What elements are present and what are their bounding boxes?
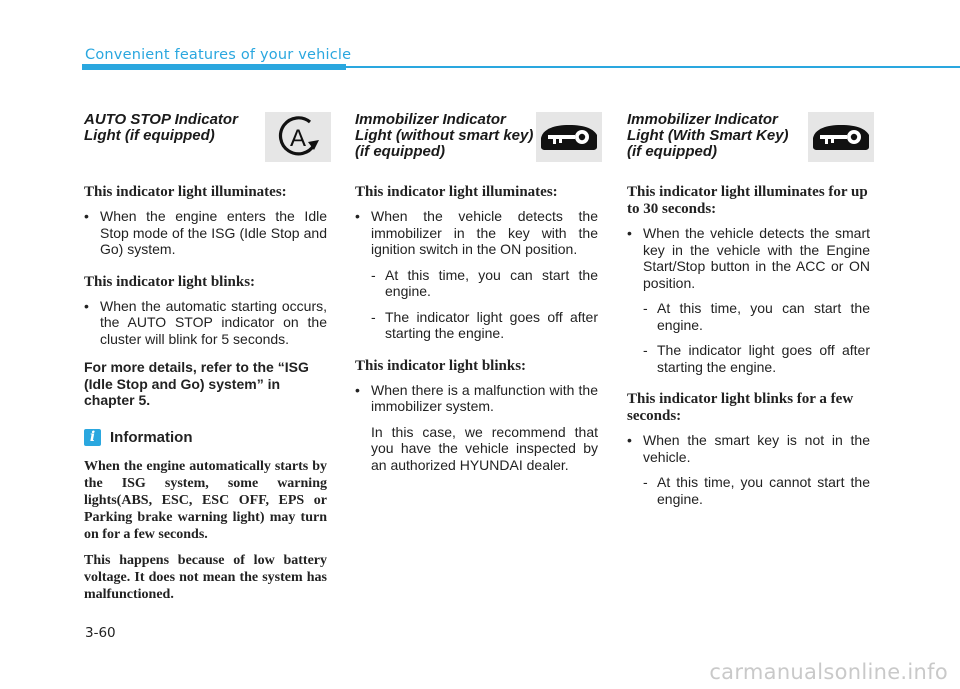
immobilizer-dash-start: - At this time, you can start the engine. xyxy=(355,267,598,300)
smart-key-dash-start: - At this time, you can start the engine. xyxy=(627,300,870,333)
immobilizer-smart-key-title: Immobilizer Indicator Light (With Smart Key) (if equipped) xyxy=(627,111,789,160)
smart-key-illuminates-bullet: • When the vehicle detects the smart key in the vehicle with the Engine Start/Stop button in the ACC or ON position. xyxy=(627,225,870,291)
immobilizer-illuminates-bullet: • When the vehicle detects the immobilizer in the key with the ignition switch in the ON position. xyxy=(355,208,598,258)
smart-key-dash-cannot-start: - At this time, you cannot start the engine. xyxy=(627,474,870,507)
immobilizer-illuminates-heading: This indicator light illuminates: xyxy=(355,184,558,200)
immobilizer-no-smart-key-header xyxy=(355,112,598,164)
smart-key-dash-goes-off: - The indicator light goes off after starting the engine. xyxy=(627,342,870,375)
auto-stop-blinks-heading: This indicator light blinks: xyxy=(84,273,256,290)
smart-key-blinks-heading: This indicator light blinks for a few seconds: xyxy=(627,391,854,424)
information-paragraph-2: This happens because of low battery voltage. It does not mean the system has malfunctioned. xyxy=(84,552,327,602)
immobilizer-dash-goes-off: - The indicator light goes off after starting the engine. xyxy=(355,309,598,342)
auto-stop-header xyxy=(84,112,327,164)
auto-stop-illuminates-bullet: • When the engine enters the Idle Stop mode of the ISG (Idle Stop and Go) system. xyxy=(84,208,327,258)
auto-stop-illuminates-heading: This indicator light illuminates: xyxy=(84,184,287,200)
immobilizer-dealer-note: In this case, we recommend that you have the vehicle inspected by an authorized HYUNDAI dealer. xyxy=(371,423,598,473)
section-title: Convenient features of your vehicle xyxy=(85,47,352,63)
header-rule-accent xyxy=(82,64,346,70)
immobilizer-no-smart-key-section xyxy=(355,112,598,473)
watermark: carmanualsonline.info xyxy=(709,660,948,684)
smart-key-illuminates-heading: This indicator light illuminates for up to 30 seconds: xyxy=(627,184,868,217)
information-heading xyxy=(84,429,327,446)
auto-stop-title: AUTO STOP Indicator Light (if equipped) xyxy=(84,111,238,144)
svg-text:A: A xyxy=(289,125,307,152)
auto-stop-icon xyxy=(273,115,323,159)
info-icon: i xyxy=(84,429,101,446)
immobilizer-smart-key-section xyxy=(627,112,870,507)
information-paragraph-1: When the engine automatically starts by the ISG system, some warning lights(ABS, ESC, ESC OFF, EPS or Parking brake warning light) may turn on for a few seconds. xyxy=(84,458,327,542)
isg-reference-note: For more details, refer to the “ISG (Idle Stop and Go) system” in chapter 5. xyxy=(84,359,309,408)
auto-stop-section xyxy=(84,112,327,612)
car-key-icon xyxy=(810,120,872,154)
car-key-icon xyxy=(538,120,600,154)
auto-stop-blinks-bullet: • When the automatic starting occurs, the AUTO STOP indicator on the cluster will blink for 5 seconds. xyxy=(84,298,327,348)
information-label: Information xyxy=(110,428,193,446)
immobilizer-icon-box xyxy=(536,112,602,162)
smart-key-icon-box xyxy=(808,112,874,162)
immobilizer-smart-key-header xyxy=(627,112,870,164)
immobilizer-no-smart-key-title: Immobilizer Indicator Light (without smart key) (if equipped) xyxy=(355,111,534,160)
auto-stop-icon-box xyxy=(265,112,331,162)
immobilizer-blinks-bullet: • When there is a malfunction with the immobilizer system. xyxy=(355,382,598,415)
page-number: 3-60 xyxy=(85,625,116,641)
smart-key-blinks-bullet: • When the smart key is not in the vehicle. xyxy=(627,432,870,465)
immobilizer-blinks-heading: This indicator light blinks: xyxy=(355,357,527,374)
